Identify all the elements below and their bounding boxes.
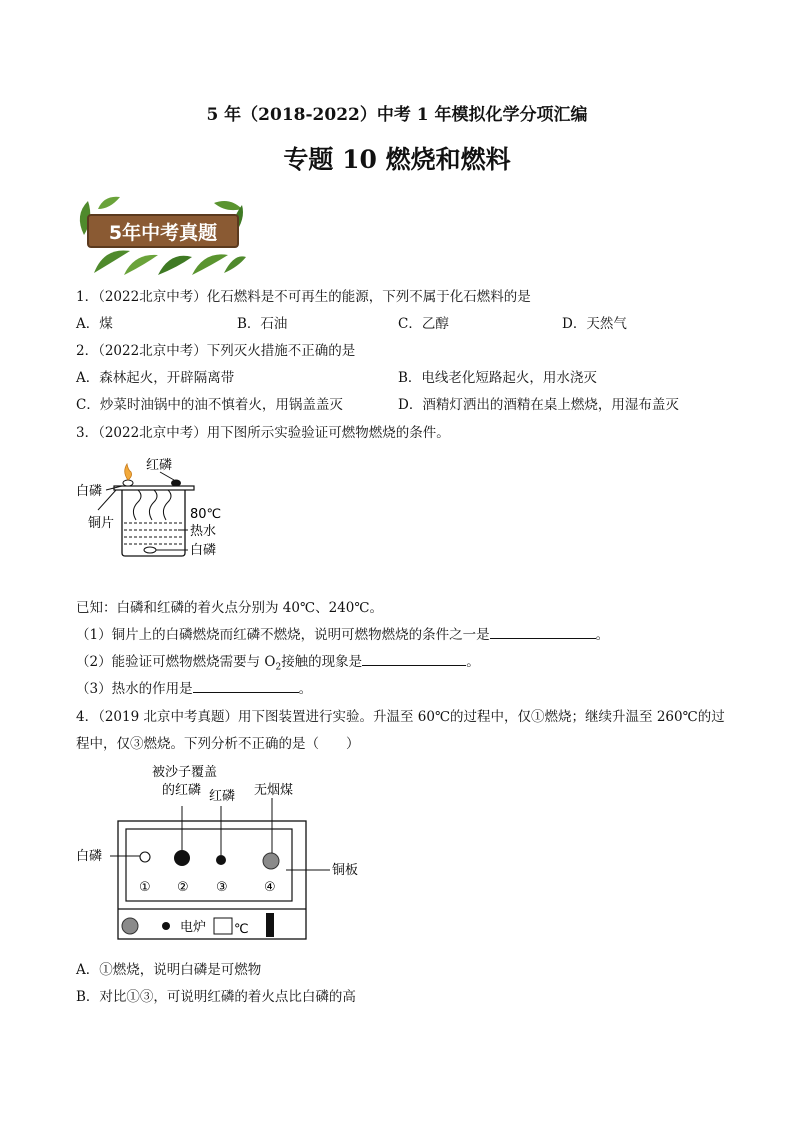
flame-icon [125,464,132,480]
label-sand-covered-line1: 被沙子覆盖 [152,765,218,780]
q1-option-a: A．煤 [76,316,113,332]
q4-stem-line1: 4．（2019 北京中考真题）用下图装置进行实验。升温至 60℃的过程中，仅①燃烧；继续升温至 260℃的过 [76,709,725,725]
label-red-phosphorus: 红磷 [209,789,236,804]
q3-sub3-period: 。 [298,681,313,697]
q1-option-d: D．天然气 [562,316,627,332]
label-copper-sheet: 铜片 [88,516,115,531]
label-copper-plate: 铜板 [332,863,359,878]
q3-sub2-text-b: 接触的现象是 [281,654,363,670]
q3-sub1-period: 。 [595,627,610,643]
q3-known: 已知：白磷和红磷的着火点分别为 40℃、240℃。 [76,600,383,616]
label-degree: ℃ [234,922,249,937]
q4-option-a: A．①燃烧，说明白磷是可燃物 [76,962,262,978]
q3-sub2-answer-blank[interactable] [362,651,466,666]
red-phosphorus-top [171,480,181,487]
q4-stem-line2: 程中，仅③燃烧。下列分析不正确的是（ ） [76,736,360,752]
q3-sub3 [76,677,312,697]
q4-option-b: B．对比①③，可说明红磷的着火点比白磷的高 [76,989,356,1005]
q4-diagram [74,760,374,945]
label-stove: 电炉 [180,920,207,935]
stove-knob-icon [122,918,138,934]
stove-indicator-icon [162,922,170,930]
label-hot-water: 热水 [190,524,217,539]
q3-sub2-period: 。 [466,654,480,670]
q2-option-b: B．电线老化短路起火，用水浇灭 [398,370,597,386]
label-white-phosphorus-bottom: 白磷 [190,543,217,558]
label-red-phosphorus: 红磷 [146,458,173,473]
q3-sub2-text-a: （2）能验证可燃物燃烧需要与 O [76,654,276,670]
copper-sheet [114,486,194,490]
label-anthracite: 无烟煤 [254,783,294,798]
sample-anthracite [263,853,279,869]
white-phosphorus-top [123,480,133,486]
stove-switch [266,913,274,937]
label-n1: ① [139,880,151,895]
section-banner [74,195,246,275]
q3-sub1-answer-blank[interactable] [490,624,596,639]
q3-sub3-text: （3）热水的作用是 [76,681,193,697]
q2-option-c: C．炒菜时油锅中的油不慎着火，用锅盖盖灭 [76,397,343,413]
q1-stem: 1．（2022北京中考）化石燃料是不可再生的能源，下列不属于化石燃料的是 [76,289,531,305]
q1-option-b: B．石油 [237,316,288,332]
q1-option-c: C．乙醇 [398,316,449,332]
sample-red-phosphorus [216,855,226,865]
q3-diagram [70,450,230,565]
label-white-phosphorus: 白磷 [76,849,103,864]
q3-sub1-text: （1）铜片上的白磷燃烧而红磷不燃烧，说明可燃物燃烧的条件之一是 [76,627,490,643]
sample-white-phosphorus [140,852,150,862]
label-n2: ② [177,880,189,895]
label-white-phosphorus-top: 白磷 [76,484,103,499]
label-sand-covered-line2: 的红磷 [162,783,202,798]
label-n4: ④ [264,880,276,895]
q3-sub1 [76,623,609,643]
temperature-display [214,918,232,934]
q3-sub2-subscript: 2 [275,662,282,673]
q2-option-a: A．森林起火，开辟隔离带 [76,370,235,386]
label-n3: ③ [216,880,228,895]
q3-stem: 3．（2022北京中考）用下图所示实验验证可燃物燃烧的条件。 [76,425,450,441]
q2-stem: 2．（2022北京中考）下列灭火措施不正确的是 [76,343,356,359]
doc-subtitle: 专题 10 燃烧和燃料 [283,145,511,174]
vapor-lines [133,490,171,520]
sample-covered-red-phosphorus [174,850,190,866]
label-temperature: 80℃ [190,507,222,522]
q3-sub2 [76,650,480,673]
white-phosphorus-water [144,547,156,553]
q3-sub3-answer-blank[interactable] [193,678,299,693]
doc-title: 5 年（2018-2022）中考 1 年模拟化学分项汇编 [206,105,588,125]
banner-label: 5年中考真题 [108,222,218,244]
q2-option-d: D．酒精灯洒出的酒精在桌上燃烧，用湿布盖灭 [398,397,679,413]
